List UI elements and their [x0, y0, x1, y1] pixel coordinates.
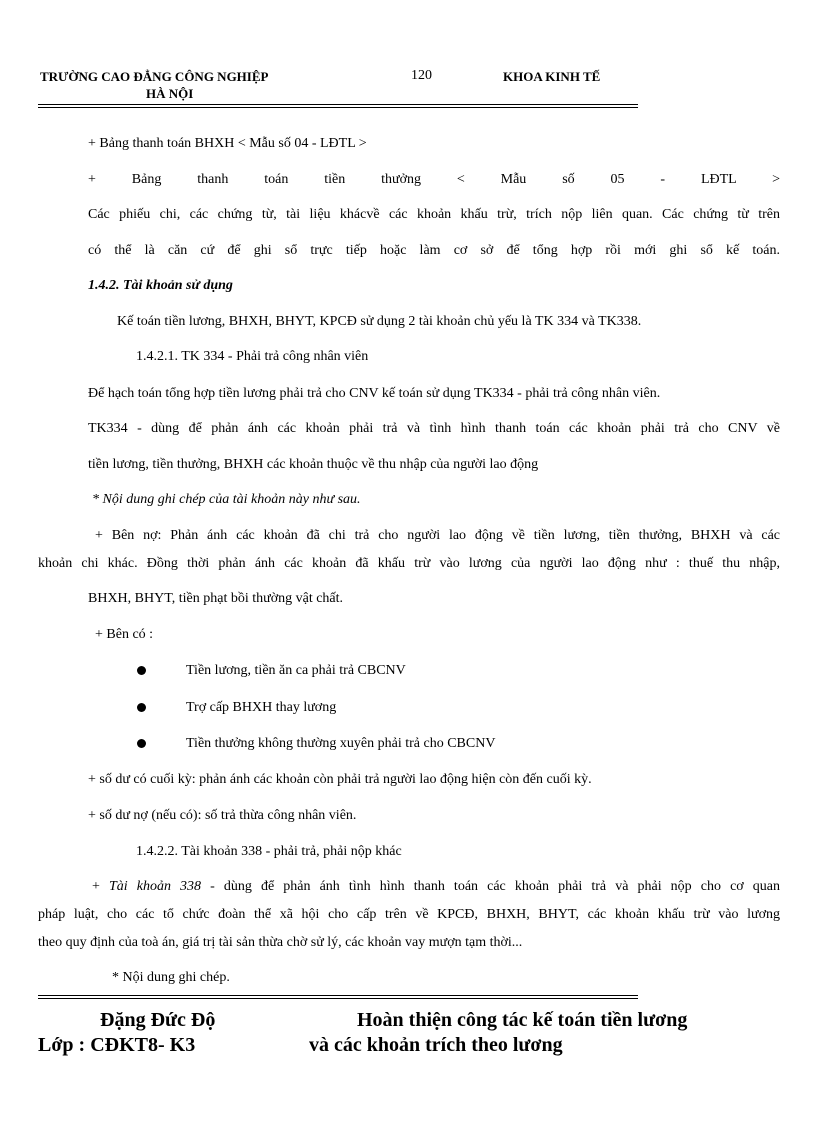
school-name-line1: TRƯỜNG CAO ĐẲNG CÔNG NGHIỆP: [40, 69, 269, 84]
bullet-icon: [137, 703, 146, 712]
text-line: có thể là căn cứ để ghi sổ trực tiếp hoặc làm cơ sở để tổng hợp rồi mới ghi sổ kế toán.: [88, 243, 780, 258]
note-line: * Nội dung ghi chép của tài khoản này như sau.: [92, 492, 361, 507]
page-number: 120: [411, 68, 432, 83]
bullet-icon: [137, 666, 146, 675]
text-line: + số dư có cuối kỳ: phản ánh các khoản còn phải trả người lao động hiện còn đến cuối kỳ.: [88, 772, 592, 787]
text-line: + Bên có :: [95, 627, 154, 642]
text-rest: - dùng để phản ánh tình hình thanh toán các khoản phải trả và phải nộp cho cơ quan: [201, 879, 780, 894]
text-line: TK334 - dùng để phản ánh các khoản phải trả và tình hình thanh toán các khoản phải trả cho CNV về: [88, 421, 780, 436]
list-item: Trợ cấp BHXH thay lương: [186, 700, 337, 715]
text-line: + Bảng thanh toán BHXH < Mẫu số 04 - LĐTL >: [88, 136, 367, 151]
text-line: + Bên nợ: Phản ánh các khoản đã chi trả cho người lao động về tiền lương, tiền thưởng, BHXH và các: [95, 528, 780, 543]
footer-title-line1: Hoàn thiện công tác kế toán tiền lương: [357, 1009, 688, 1031]
account-name: Tài khoản 338: [108, 879, 202, 894]
footer-class: Lớp : CĐKT8- K3: [38, 1034, 196, 1056]
text-line: Kế toán tiền lương, BHXH, BHYT, KPCĐ sử dụng 2 tài khoản chủ yếu là TK 334 và TK338.: [117, 314, 642, 329]
footer-divider: [38, 995, 638, 999]
list-item: Tiền lương, tiền ăn ca phải trả CBCNV: [186, 663, 406, 678]
subsection-heading: 1.4.2.2. Tài khoản 338 - phải trả, phải nộp khác: [136, 844, 402, 859]
bullet-icon: [137, 739, 146, 748]
text-line: Để hạch toán tổng hợp tiền lương phải trả cho CNV kế toán sử dụng TK334 - phải trả công nhân viên.: [88, 386, 661, 401]
footer-author: Đặng Đức Độ: [100, 1009, 216, 1031]
text-line: [92, 878, 780, 895]
section-heading: 1.4.2. Tài khoản sử dụng: [88, 278, 233, 293]
subsection-heading: 1.4.2.1. TK 334 - Phải trả công nhân viên: [136, 349, 369, 364]
footer-title-line2: và các khoản trích theo lương: [309, 1034, 563, 1056]
note-line: * Nội dung ghi chép.: [112, 970, 230, 985]
faculty-name: KHOA KINH TẾ: [503, 69, 601, 84]
text-line: + Bảng thanh toán tiền thưởng < Mẫu số 05 - LĐTL >: [88, 172, 780, 187]
text-prefix: +: [92, 879, 109, 894]
text-line: tiền lương, tiền thưởng, BHXH các khoản thuộc về thu nhập của người lao động: [88, 457, 539, 472]
text-line: theo quy định của toà án, giá trị tài sản thừa chờ sử lý, các khoản vay mượn tạm thời...: [38, 935, 523, 950]
school-name-line2: HÀ NỘI: [146, 86, 194, 101]
list-item: Tiền thưởng không thường xuyên phải trả cho CBCNV: [186, 736, 496, 751]
text-line: BHXH, BHYT, tiền phạt bồi thường vật chất.: [88, 591, 344, 606]
text-line: + số dư nợ (nếu có): số trả thừa công nhân viên.: [88, 808, 357, 823]
text-line: Các phiếu chi, các chứng từ, tài liệu khácvề các khoản khấu trừ, trích nộp liên quan. Các chứng từ trên: [88, 207, 780, 222]
text-line: pháp luật, cho các tổ chức đoàn thể xã hội cho cấp trên về KPCĐ, BHXH, BHYT, các khoản khấu trừ vào lương: [38, 907, 780, 922]
text-line: khoản chi khác. Đồng thời phản ánh các khoản đã khấu trừ vào lương của người lao động như : thuế thu nhập,: [38, 556, 780, 571]
header-divider: [38, 104, 638, 108]
